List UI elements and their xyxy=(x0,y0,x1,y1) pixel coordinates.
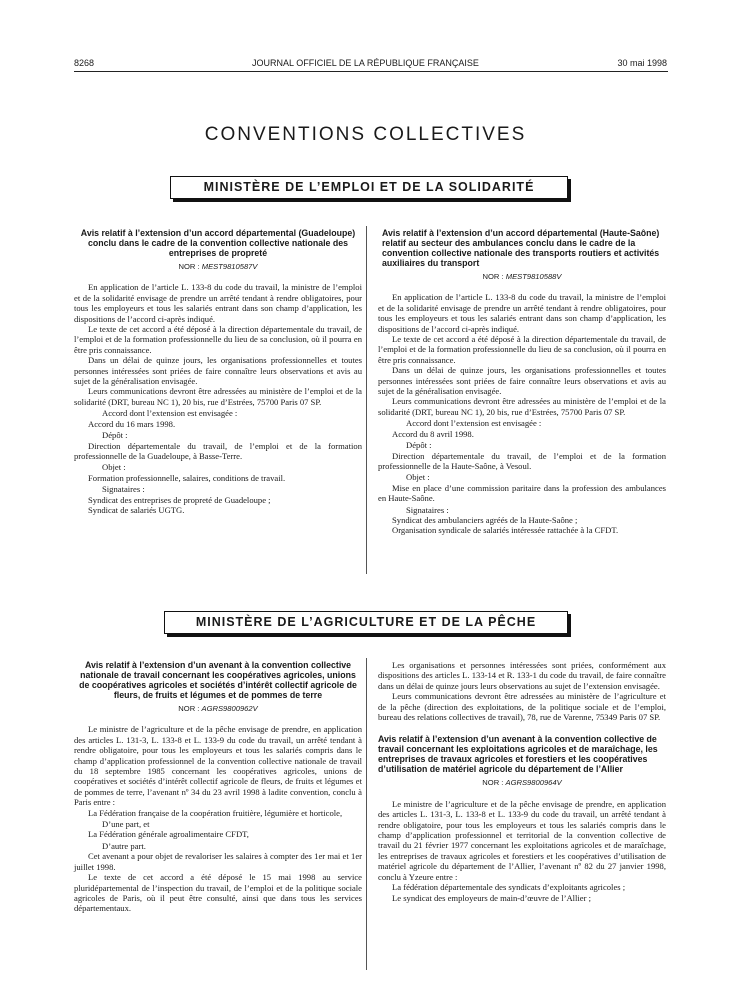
header-rule xyxy=(74,71,668,72)
paragraph: Le texte de cet accord a été déposé le 15 mai 1998 au service pluridépartemental de l’inspection du travail, de l’emploi et de la politique sociale agricoles de Paris, où il peut être consulté, ainsi que dans tous les services départementaux. xyxy=(74,872,362,914)
paragraph: Cet avenant a pour objet de revaloriser les salaires à compter des 1er mai et 1er juillet 1998. xyxy=(74,851,362,872)
notice-haute-saone xyxy=(378,228,666,536)
column-divider xyxy=(366,226,367,574)
notice-title: Avis relatif à l’extension d’un accord départemental (Haute-Saône) relatif au secteur des ambulances conclu dans le cadre de la convention collective nationale des transports routiers et activités auxiliaires du transport xyxy=(382,228,660,268)
paragraph: Le texte de cet accord a été déposé à la direction départementale du travail, de l’emploi et de la formation professionnelle du lieu de sa conclusion, où il pourra en être pris connaissance. xyxy=(74,324,362,355)
paragraph: Dans un délai de quinze jours, les organisations professionnelles et toutes personnes intéressées sont priées de faire connaître leurs observations et avis au sujet de la généralisation envisagée. xyxy=(74,355,362,387)
paragraph: La Fédération générale agroalimentaire CFDT, xyxy=(88,829,249,840)
value-depot: Direction départementale du travail, de l’emploi et de la formation professionnelle de la Haute-Saône, à Vesoul. xyxy=(378,450,666,471)
column-divider xyxy=(366,658,367,970)
label-accord: Accord dont l’extension est envisagée : xyxy=(406,418,542,429)
signataire: Syndicat de salariés UGTG. xyxy=(88,504,185,515)
paragraph: La fédération départementale des syndicats d’exploitants agricoles ; xyxy=(392,882,626,893)
paragraph: En application de l’article L. 133-8 du code du travail, la ministre de l’emploi et de la solidarité envisage de prendre un arrêté tendant à rendre obligatoires, pour tous les employeurs et tous les salariés entrant dans son champ d’application, les dispositions de l’accord ci-après indiqué. xyxy=(378,292,666,334)
paragraph: Leurs communications devront être adressées au ministère de l’emploi et de la solidarité (DRT, bureau NC 1), 20 bis, rue d’Estrées, 75700 Paris 07 SP. xyxy=(74,386,362,407)
journal-title: JOURNAL OFFICIEL DE LA RÉPUBLIQUE FRANÇAISE xyxy=(252,58,479,68)
notice-allier xyxy=(378,660,666,903)
value-accord: Accord du 8 avril 1998. xyxy=(392,428,474,439)
label-signataires: Signataires : xyxy=(102,484,145,495)
ministry-banner-agriculture: MINISTÈRE DE L’AGRICULTURE ET DE LA PÊCHE xyxy=(164,611,568,634)
paragraph: La Fédération française de la coopération fruitière, légumière et horticole, xyxy=(88,807,343,818)
notice-title: Avis relatif à l’extension d’un avenant à la convention collective de travail concernant les exploitations agricoles et de maraîchage, les entreprises de travaux agricoles et forestiers et les coopératives d’utilisation de matériel agricole du département de l’Allier xyxy=(378,734,658,775)
nor-reference: NOR : AGRS9800962V xyxy=(178,704,258,713)
label-depot: Dépôt : xyxy=(102,430,128,441)
value-depot: Direction départementale du travail, de l’emploi et de la formation professionnelle de la Guadeloupe, à Basse-Terre. xyxy=(74,440,362,461)
notice-cooperatives xyxy=(74,660,362,914)
paragraph: En application de l’article L. 133-8 du code du travail, la ministre de l’emploi et de la solidarité envisage de prendre un arrêté tendant à rendre obligatoires, pour tous les employeurs et tous les salariés entrant dans son champ d’application, les dispositions de l’accord ci-après indiqué. xyxy=(74,282,362,324)
paragraph: Le syndicat des employeurs de main-d’œuvre de l’Allier ; xyxy=(392,892,592,903)
paragraph: Dans un délai de quinze jours, les organisations professionnelles et toutes personnes intéressées sont priées de faire connaître leurs observations et avis au sujet de la généralisation envisagée. xyxy=(378,365,666,397)
ministry-banner-emploi: MINISTÈRE DE L’EMPLOI ET DE LA SOLIDARITÉ xyxy=(170,176,568,199)
value-objet: Formation professionnelle, salaires, conditions de travail. xyxy=(88,472,286,483)
label-depot: Dépôt : xyxy=(406,440,432,451)
label-objet: Objet : xyxy=(102,462,126,473)
value-objet: Mise en place d’une commission paritaire dans la profession des ambulances en Haute-Saône. xyxy=(378,482,666,504)
label-signataires: Signataires : xyxy=(406,504,449,515)
signataire: Syndicat des entreprises de propreté de Guadeloupe ; xyxy=(88,494,271,505)
notice-guadeloupe xyxy=(74,228,362,515)
value-accord: Accord du 16 mars 1998. xyxy=(88,418,176,429)
page-number: 8268 xyxy=(74,58,95,68)
paragraph: D’une part, et xyxy=(102,819,150,830)
label-accord: Accord dont l’extension est envisagée : xyxy=(102,408,238,419)
notice-title: Avis relatif à l’extension d’un avenant à la convention collective nationale de travail concernant les coopératives agricoles, unions de coopératives agricoles et sociétés d’intérêt collectif agricole de fleurs, de fruits et légumes et de pommes de terre xyxy=(79,660,357,700)
paragraph: Le texte de cet accord a été déposé à la direction départementale du travail, de l’emploi et de la formation professionnelle du lieu de sa conclusion, où il pourra en être pris connaissance. xyxy=(378,334,666,365)
label-objet: Objet : xyxy=(406,472,430,483)
paragraph: D’autre part. xyxy=(102,840,146,851)
issue-date: 30 mai 1998 xyxy=(617,58,667,68)
signataire: Syndicat des ambulanciers agréés de la Haute-Saône ; xyxy=(392,514,578,525)
paragraph: Leurs communications devront être adressées au ministère de l’emploi et de la solidarité (DRT, bureau NC 1), 20 bis, rue d’Estrées, 75700 Paris 07 SP. xyxy=(378,396,666,417)
nor-reference: NOR : MESТ9810588V xyxy=(482,272,562,281)
nor-reference: NOR : MESТ9810587V xyxy=(178,262,258,271)
signataire: Organisation syndicale de salariés intéressée rattachée à la CFDT. xyxy=(392,525,619,536)
notice-title: Avis relatif à l’extension d’un accord départemental (Guadeloupe) conclu dans le cadre de la convention collective nationale des entreprises de propreté xyxy=(80,228,356,258)
paragraph: Le ministre de l’agriculture et de la pêche envisage de prendre, en application des articles L. 131-3, L. 133-8 et L. 133-9 du code du travail, un arrêté tendant à rendre obligatoire, pour tous les employeurs et tous les salariés compris dans le champ d’application professionnel et territorial de la convention collective de travail du 21 février 1977 concernant les exploitations agricoles et de maraîchage, les entreprises de travaux agricoles et forestiers et les coopératives d’utilisation de matériel agricole du département de l’Allier, l’avenant nº 82 du 27 janvier 1998, conclu à Yzeure entre : xyxy=(378,798,666,882)
paragraph: Leurs communications devront être adressées au ministère de l’agriculture et de la pêche (direction des exploitations, de la politique sociale et de l’emploi, bureau des relations collectives de travail), 78, rue de Varenne, 75349 Paris 07 SP. xyxy=(378,691,666,723)
nor-reference: NOR : AGRS9800964V xyxy=(482,778,562,788)
paragraph: Le ministre de l’agriculture et de la pêche envisage de prendre, en application des articles L. 131-3, L. 133-8 et L. 133-9 du code du travail, un arrêté tendant à rendre obligatoire, pour tous les employeurs et tous les salariés compris dans le champ d’application professionnel de la convention collective nationale de travail du 18 septembre 1985 concernant les coopératives agricoles, unions de coopératives et sociétés d’intérêt collectif agricole de fleurs, de fruits et légumes et de pommes de terre, l’avenant nº 34 du 23 avril 1998 à ladite convention, conclu à Paris entre : xyxy=(74,724,362,808)
paragraph: Les organisations et personnes intéressées sont priées, conformément aux dispositions des articles L. 133-14 et R. 133-1 du code du travail, de faire connaître dans un délai de quinze jours leurs observations au sujet de l’extension envisagée. xyxy=(378,660,666,691)
section-title: CONVENTIONS COLLECTIVES xyxy=(204,124,527,145)
